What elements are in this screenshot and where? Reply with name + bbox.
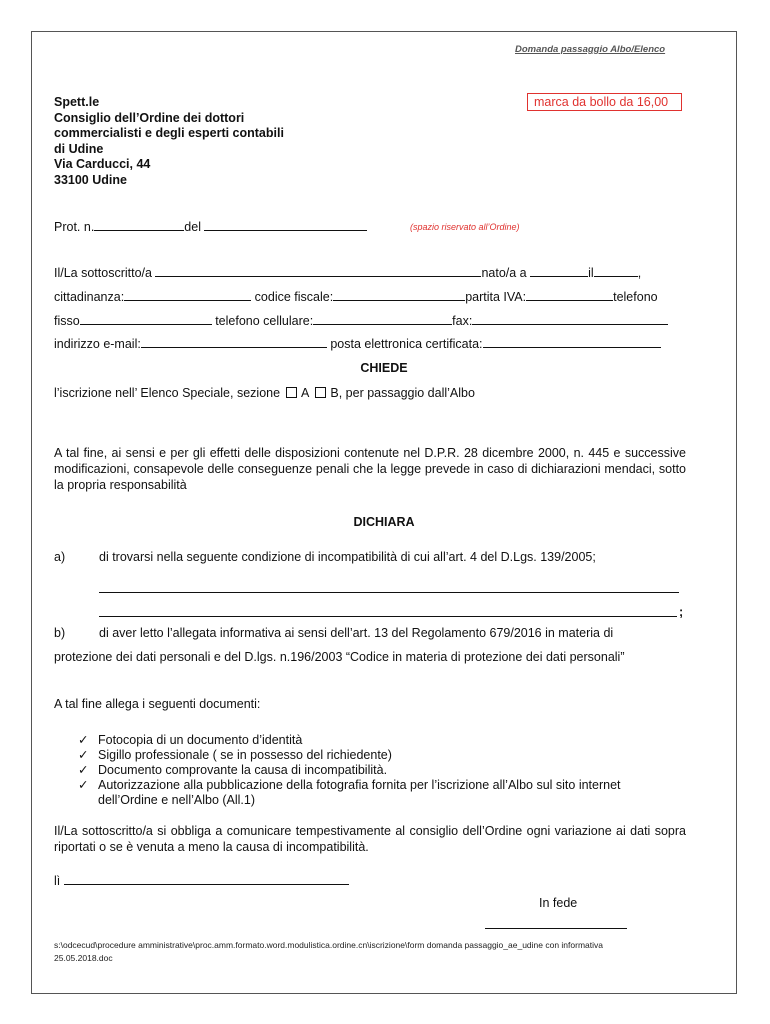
chiede-heading: CHIEDE: [360, 361, 408, 375]
file-path-line-2: 25.05.2018.doc: [54, 953, 113, 963]
mobile-field[interactable]: [313, 313, 452, 325]
birthplace-field[interactable]: [530, 265, 588, 277]
section-b-label: B, per passaggio dall’Albo: [330, 386, 475, 400]
check-icon: ✓: [78, 733, 89, 747]
dichiara-heading: DICHIARA: [353, 515, 415, 529]
obligation-paragraph: Il/La sottoscritto/a si obbliga a comunicare tempestivamente al consiglio dell’Ordine ogni variazione ai dati sopra riportati o se è venuta a meno la causa di incompatibilità.: [54, 824, 686, 854]
addressee-line: Consiglio dell’Ordine dei dottori: [54, 110, 245, 125]
file-path-footer: [54, 939, 603, 965]
codice-fiscale-field[interactable]: [333, 289, 465, 301]
place-label: lì: [54, 874, 61, 888]
item-b-text: di aver letto l’allegata informativa ai sensi dell’art. 13 del Regolamento 679/2016 in materia di: [99, 626, 614, 640]
signature-label: In fede: [539, 896, 578, 910]
item-b-label: b): [54, 626, 66, 640]
del-label: del: [184, 220, 201, 234]
chiede-line: [54, 386, 475, 400]
pec-field[interactable]: [483, 336, 661, 348]
incompatibility-line-2[interactable]: [99, 616, 677, 617]
incompatibility-line-1[interactable]: [99, 592, 679, 593]
check-icon: ✓: [78, 748, 89, 762]
name-field[interactable]: [155, 265, 481, 277]
il-label: il: [588, 266, 594, 280]
attachment-text: Fotocopia di un documento d’identità: [98, 733, 303, 747]
addressee-line: 33100 Udine: [54, 172, 127, 187]
cellulare-label: telefono cellulare:: [215, 314, 314, 328]
check-icon: ✓: [78, 763, 89, 777]
cittadinanza-label: cittadinanza:: [54, 290, 125, 304]
email-label: indirizzo e-mail:: [54, 337, 141, 351]
personal-line-1: [54, 265, 641, 280]
fax-field[interactable]: [472, 313, 668, 325]
attachment-item: [78, 778, 621, 793]
sottoscritto-label: Il/La sottoscritto/a: [54, 266, 152, 280]
pec-label: posta elettronica certificata:: [330, 337, 483, 351]
fax-label: fax:: [452, 314, 473, 328]
chiede-text: l’iscrizione nell’ Elenco Speciale, sezione: [54, 386, 281, 400]
attachment-item: [78, 733, 302, 748]
item-a-label: a): [54, 550, 66, 564]
partita-iva-field[interactable]: [526, 289, 613, 301]
attachment-item: [78, 763, 387, 778]
cittadinanza-field[interactable]: [124, 289, 251, 301]
partita-iva-label: partita IVA:: [465, 290, 527, 304]
birthdate-field[interactable]: [594, 265, 638, 277]
prot-date-field[interactable]: [204, 219, 367, 231]
signature-line[interactable]: [485, 928, 627, 929]
personal-line-4: [54, 336, 661, 351]
email-field[interactable]: [141, 336, 327, 348]
addressee-line: Via Carducci, 44: [54, 157, 151, 171]
addressee-line: Spett.le: [54, 95, 100, 109]
attachment-text-cont: dell’Ordine e nell’Albo (All.1): [98, 793, 256, 807]
comma: ,: [637, 266, 642, 280]
attachment-text: Documento comprovante la causa di incompatibilità.: [98, 763, 388, 777]
protocol-line: [54, 219, 367, 234]
codice-fiscale-label: codice fiscale:: [254, 290, 334, 304]
fisso-label: fisso: [54, 314, 80, 328]
revenue-stamp-box: marca da bollo da 16,00: [527, 93, 682, 111]
phone-field[interactable]: [80, 313, 212, 325]
item-b-text-cont: protezione dei dati personali e del D.lgs. n.196/2003 “Codice in materia di protezione dei dati personali”: [54, 650, 625, 664]
reserved-note: (spazio riservato all’Ordine): [410, 222, 520, 232]
item-a-text: di trovarsi nella seguente condizione di incompatibilità di cui all’art. 4 del D.Lgs. 139/2005;: [99, 550, 596, 564]
attachment-text: Sigillo professionale ( se in possesso del richiedente): [98, 748, 392, 762]
file-path-line-1: s:\odcecud\procedure amministrative\proc.amm.formato.word.modulistica.ordine.cn\iscrizione\form domanda passaggio_ae_udine con informativa: [54, 940, 603, 950]
telefono-label: telefono: [613, 290, 658, 304]
place-line: [54, 873, 349, 888]
document-label: Domanda passaggio Albo/Elenco: [515, 44, 666, 55]
check-icon: ✓: [78, 778, 89, 792]
semicolon: ;: [679, 605, 684, 619]
section-a-label: A: [301, 386, 310, 400]
premise-paragraph: A tal fine, ai sensi e per gli effetti delle disposizioni contenute nel D.P.R. 28 dicembre 2000, n. 445 e successive modificazioni, consapevole delle conseguenze penali che la legge prevede in caso di dichiarazioni mendaci, sotto la propria responsabilità: [54, 446, 686, 492]
section-b-checkbox[interactable]: [315, 387, 326, 398]
attachment-item: [78, 748, 392, 763]
place-date-field[interactable]: [64, 873, 349, 885]
nato-label: nato/a a: [481, 266, 527, 280]
attachments-intro: A tal fine allega i seguenti documenti:: [54, 697, 261, 711]
section-a-checkbox[interactable]: [286, 387, 297, 398]
attachment-text: Autorizzazione alla pubblicazione della fotografia fornita per l’iscrizione all’Albo sul sito internet: [98, 778, 621, 792]
personal-line-2: [54, 289, 658, 304]
addressee-line: di Udine: [54, 141, 104, 156]
addressee-block: [54, 95, 284, 188]
personal-line-3: [54, 313, 668, 328]
addressee-line: commercialisti e degli esperti contabili: [54, 126, 284, 140]
prot-number-field[interactable]: [94, 219, 184, 231]
prot-label: Prot. n.: [54, 220, 95, 234]
